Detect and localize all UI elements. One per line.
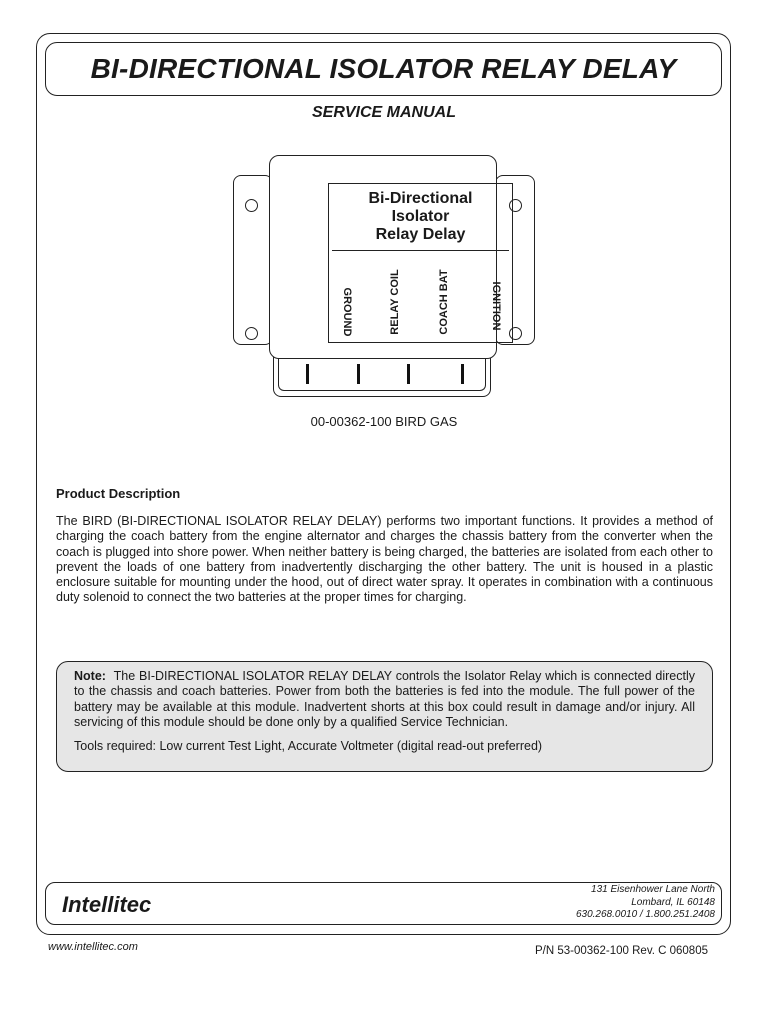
label-line: Relay Delay <box>375 226 466 243</box>
page-subtitle: SERVICE MANUAL <box>311 104 456 121</box>
note-text: The BI-DIRECTIONAL ISOLATOR RELAY DELAY controls the Isolator Relay which is connected directly to the chassis and coach batteries. Power from both the batteries is fed into the module. The full power of the battery may be available at this module. Inadvertent shorts at this box could result in damage and/or injury. All servicing of this module should be done only by a qualified Service Technician. <box>74 669 695 729</box>
label-line: Isolator <box>391 208 450 225</box>
terminal-pin <box>357 364 360 384</box>
address-line: Lombard, IL 60148 <box>631 896 715 908</box>
note-paragraph <box>74 669 695 730</box>
part-number-caption: 00-00362-100 BIRD GAS <box>310 414 458 429</box>
mounting-tab-left <box>233 175 273 345</box>
device-label-title <box>329 190 512 244</box>
device-illustration <box>233 155 533 400</box>
connector-recess <box>278 355 486 391</box>
company-address <box>576 884 715 922</box>
note-label: Note: <box>74 669 106 683</box>
terminal-label-coach-bat: COACH BAT <box>438 269 450 335</box>
label-line: Bi-Directional <box>368 190 473 207</box>
terminal-pin <box>407 364 410 384</box>
title-box <box>45 42 722 96</box>
website-link[interactable]: www.intellitec.com <box>48 941 138 953</box>
terminal-label-ground: GROUND <box>341 287 353 337</box>
device-label <box>328 183 513 343</box>
tools-required: Tools required: Low current Test Light, Accurate Voltmeter (digital read-out preferred) <box>74 739 543 754</box>
terminal-label-relay-coil: RELAY COIL <box>389 269 401 335</box>
product-description-text: The BIRD (BI-DIRECTIONAL ISOLATOR RELAY DELAY) performs two important functions. It provides a method of charging the coach battery from the engine alternator and charges the chassis battery from the converter when the coach is plugged into shore power. When neither battery is being charged, the batteries are isolated from each other to prevent the loads of one battery from inadvertently discharging the other battery. The unit is housed in a plastic enclosure suitable for mounting under the hood, out of direct water spray. It operates in combination with a continuous duty solenoid to connect the two batteries at the proper times for charging. <box>56 514 713 605</box>
enclosure-body <box>269 155 502 359</box>
note-box <box>56 661 713 772</box>
terminal-pin <box>461 364 464 384</box>
address-line: 630.268.0010 / 1.800.251.2408 <box>575 909 715 920</box>
document-part-number: P/N 53-00362-100 Rev. C 060805 <box>534 945 708 957</box>
label-divider <box>332 250 509 251</box>
page-title: BI-DIRECTIONAL ISOLATOR RELAY DELAY <box>90 53 677 84</box>
address-line: 131 Eisenhower Lane North <box>591 884 715 895</box>
brand-logo: Intellitec <box>62 892 152 917</box>
mounting-hole-icon <box>245 199 258 212</box>
mounting-hole-icon <box>245 327 258 340</box>
terminal-label-ignition: IGNITION <box>490 281 502 331</box>
section-heading: Product Description <box>56 486 181 501</box>
terminal-pin <box>306 364 309 384</box>
